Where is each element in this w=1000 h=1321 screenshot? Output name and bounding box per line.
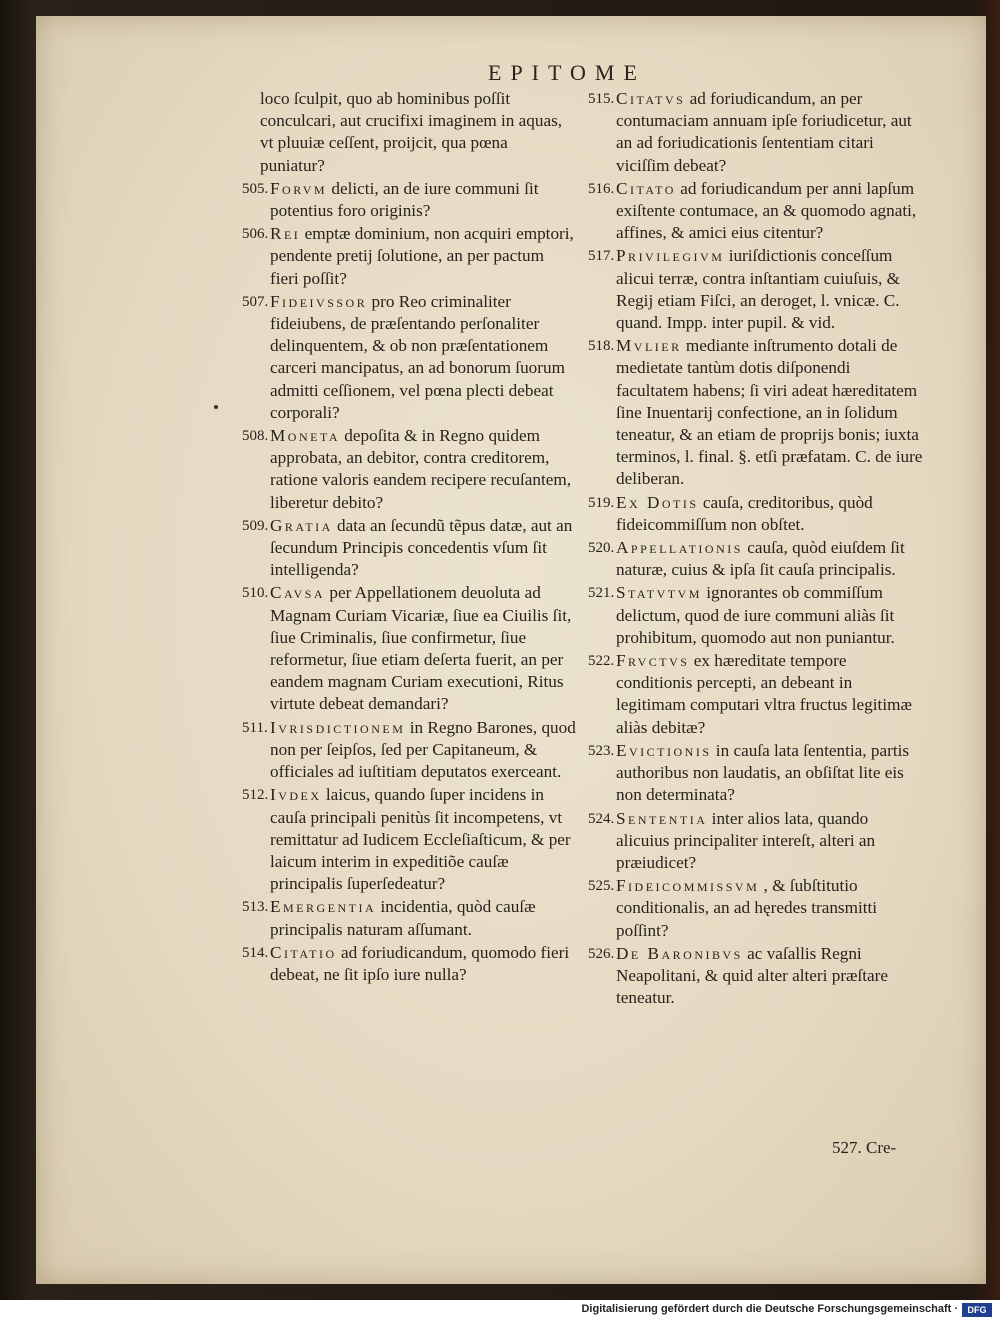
index-entry xyxy=(242,515,576,582)
entry-text: mediante inſtrumento dotali de medietate tantùm dotis diſponendi facultatem habens; ſi viri adeat hæreditatem ſine Inuentarij confectione, an in ſolidum teneatur, & an etiam de proprijs bonis; iuxta terminos, l. final. §. etſi præfatam. C. de iure deliberan. xyxy=(616,336,923,489)
entry-keyword: Fideivssor xyxy=(270,291,368,311)
entry-text: ad foriudicandum, quomodo fieri debeat, ne ſit ipſo iure nulla? xyxy=(270,942,570,984)
entry-number: 518. xyxy=(588,338,615,355)
entry-text: ignorantes ob commiſſum delictum, quod de iure communi aliàs ſit prohibitum, quomodo aut non puniantur. xyxy=(616,583,895,647)
index-entry xyxy=(242,784,576,895)
entry-text: , & ſubſtitutio conditionalis, an ad hęredes transmitti poſſint? xyxy=(616,876,878,940)
entry-keyword: Appellationis xyxy=(616,538,743,558)
entry-keyword: Moneta xyxy=(270,426,340,446)
ink-mark xyxy=(214,405,218,409)
entry-number: 506. xyxy=(242,226,269,243)
index-entry xyxy=(588,335,923,490)
index-entry xyxy=(588,740,923,807)
entry-text: pro Reo criminaliter fideiubens, de præſentando perſonaliter delinquentem, & ob non præſentationem carceri mancipatus, an ad bonorum ſuorum admitti ceſſionem, vel pœna plecti debeat corporali? xyxy=(270,291,565,422)
entry-text: ex hæreditate tempore conditionis percepti, an debeant in legitimam computari vltra fructus legitimæ aliàs debitæ? xyxy=(616,651,912,737)
entry-number: 523. xyxy=(588,742,615,759)
footer-bar xyxy=(0,1300,1000,1321)
entry-number: 513. xyxy=(242,899,269,916)
entry-text: in Regno Barones, quod non per ſeipſos, ſed per Capitaneum, & officiales ad iuſtitiam deputatos exerceant. xyxy=(270,717,576,782)
entry-keyword: Cavsa xyxy=(270,583,326,603)
entry-text: ad foriudicandum per anni lapſum exiſtente contumace, an & quomodo agnati, affines, & amici eius citentur? xyxy=(616,178,917,243)
entry-number: 508. xyxy=(242,428,269,445)
entry-number: 517. xyxy=(588,248,615,265)
entry-text: cauſa, quòd eiuſdem ſit naturæ, cuius & ipſa ſit cauſa principalis. xyxy=(616,538,905,580)
entry-keyword: Ex Dotis xyxy=(616,492,699,512)
entry-number: 519. xyxy=(588,494,615,511)
entry-keyword: De Baronibvs xyxy=(616,943,743,963)
entry-keyword: Citatio xyxy=(270,942,337,962)
entry-keyword: Sententia xyxy=(616,808,708,828)
entry-text: emptæ dominium, non acquiri emptori, pendente pretij ſolutione, an per pactum fieri poſſit? xyxy=(270,224,574,288)
index-entry xyxy=(242,896,576,940)
entry-text: in cauſa lata ſententia, partis authoribus non laudatis, an obſiſtat lite eis non determinata? xyxy=(616,740,910,805)
entry-text: iuriſdictionis conceſſum alicui terræ, contra inſtantiam cuiuſuis, & Regij etiam Fiſci, an deroget, l. vnicæ. C. quand. Impp. inter pupil. & vid. xyxy=(616,246,900,333)
entry-text: loco ſculpit, quo ab hominibus poſſit conculcari, aut crucifixi imaginem in aquas, vt pluuiæ ceſſent, proijcit, qua pœna puniatur? xyxy=(260,89,563,175)
right-column xyxy=(588,88,923,1010)
entry-number: 511. xyxy=(242,719,268,736)
index-entry xyxy=(242,291,576,424)
index-entry xyxy=(588,492,923,536)
entry-number: 522. xyxy=(588,653,615,670)
index-entry xyxy=(588,808,923,875)
entry-number: 512. xyxy=(242,787,269,804)
entry-keyword: Frvctvs xyxy=(616,651,690,671)
index-entry xyxy=(588,537,923,581)
index-entry xyxy=(242,582,576,715)
entry-number: 516. xyxy=(588,180,615,197)
index-entry xyxy=(242,88,576,177)
entry-keyword: Statvtvm xyxy=(616,583,702,603)
entry-text: cauſa, creditoribus, quòd fideicommiſſum non obſtet. xyxy=(616,492,873,534)
entry-text: delicti, an de iure communi ſit potentius foro originis? xyxy=(270,178,539,221)
entry-text: ad foriudicandum, an per contumaciam annuam ipſe foriudicetur, aut an ad foriudicationis ſententiam citari viciſſim debeat? xyxy=(616,89,912,175)
entry-keyword: Forvm xyxy=(270,178,328,198)
index-entry xyxy=(588,178,923,245)
entry-number: 524. xyxy=(588,810,615,827)
entry-number: 521. xyxy=(588,585,615,602)
entry-number: 509. xyxy=(242,517,269,534)
index-entry xyxy=(588,245,923,334)
entry-number: 520. xyxy=(588,540,615,557)
entry-keyword: Fideicommissvm xyxy=(616,876,760,896)
entry-number: 526. xyxy=(588,945,615,962)
entry-text: inter alios lata, quando alicuius principaliter intereſt, alteri an præiudicet? xyxy=(616,808,876,872)
catchword: 527. Cre- xyxy=(832,1138,897,1157)
index-entry xyxy=(588,582,923,649)
entry-number: 510. xyxy=(242,585,269,602)
entry-number: 514. xyxy=(242,944,269,961)
entry-keyword: Ivrisdictionem xyxy=(270,717,406,737)
entry-keyword: Mvlier xyxy=(616,336,682,356)
entry-text: data an ſecundũ tẽpus datæ, aut an ſecundum Principis concedentis vſum ſit intelligenda? xyxy=(270,515,573,580)
entry-text: ac vaſallis Regni Neapolitani, & quid alter alteri præſtare teneatur. xyxy=(616,943,889,1008)
index-entry xyxy=(588,650,923,739)
entry-text: per Appellationem deuoluta ad Magnam Curiam Vicariæ, ſiue ea Ciuilis ſit, ſiue Criminalis, ſiue confirmetur, ſiue reformetur, ſiue etiam deſerta fuerit, an per eandem magnam Curiam executioni, Ritus virtute debeat demandari? xyxy=(270,583,572,714)
entry-keyword: Citato xyxy=(616,178,676,198)
running-head: EPITOME xyxy=(488,60,646,85)
entry-number: 507. xyxy=(242,293,269,310)
entry-text: laicus, quando ſuper incidens in cauſa principali penitùs ſit incompetens, vt remittatur ad Iudicem Eccleſiaſticum, & per laicum interim in expeditiõe cauſæ principalis ſuperſedeatur? xyxy=(270,785,571,894)
entry-keyword: Gratia xyxy=(270,515,333,535)
footer-credit: Digitalisierung gefördert durch die Deutsche Forschungsgemeinschaft · xyxy=(581,1303,958,1315)
index-entry xyxy=(242,425,576,514)
entry-text: incidentia, quòd cauſæ principalis naturam aſſumant. xyxy=(270,897,536,939)
entry-keyword: Emergentia xyxy=(270,897,377,917)
entry-keyword: Evictionis xyxy=(616,740,712,760)
entry-text: depoſita & in Regno quidem approbata, an debitor, contra creditorem, ratione valoris eandem recipere recuſantem, liberetur debito? xyxy=(270,426,572,512)
index-entry xyxy=(588,875,923,942)
left-column xyxy=(242,88,576,987)
entry-keyword: Rei xyxy=(270,224,301,244)
index-entry xyxy=(242,717,576,784)
entry-number: 525. xyxy=(588,878,615,895)
entry-keyword: Ivdex xyxy=(270,785,322,805)
index-entry xyxy=(242,223,576,290)
index-entry xyxy=(588,88,923,177)
entry-keyword: Citatvs xyxy=(616,89,686,108)
index-entry xyxy=(588,943,923,1010)
index-entry xyxy=(242,942,576,986)
entry-keyword: Privilegivm xyxy=(616,246,725,266)
index-entry xyxy=(242,178,576,222)
entry-number: 515. xyxy=(588,91,615,107)
dfg-logo: DFG xyxy=(962,1303,992,1317)
entry-number: 505. xyxy=(242,180,269,197)
